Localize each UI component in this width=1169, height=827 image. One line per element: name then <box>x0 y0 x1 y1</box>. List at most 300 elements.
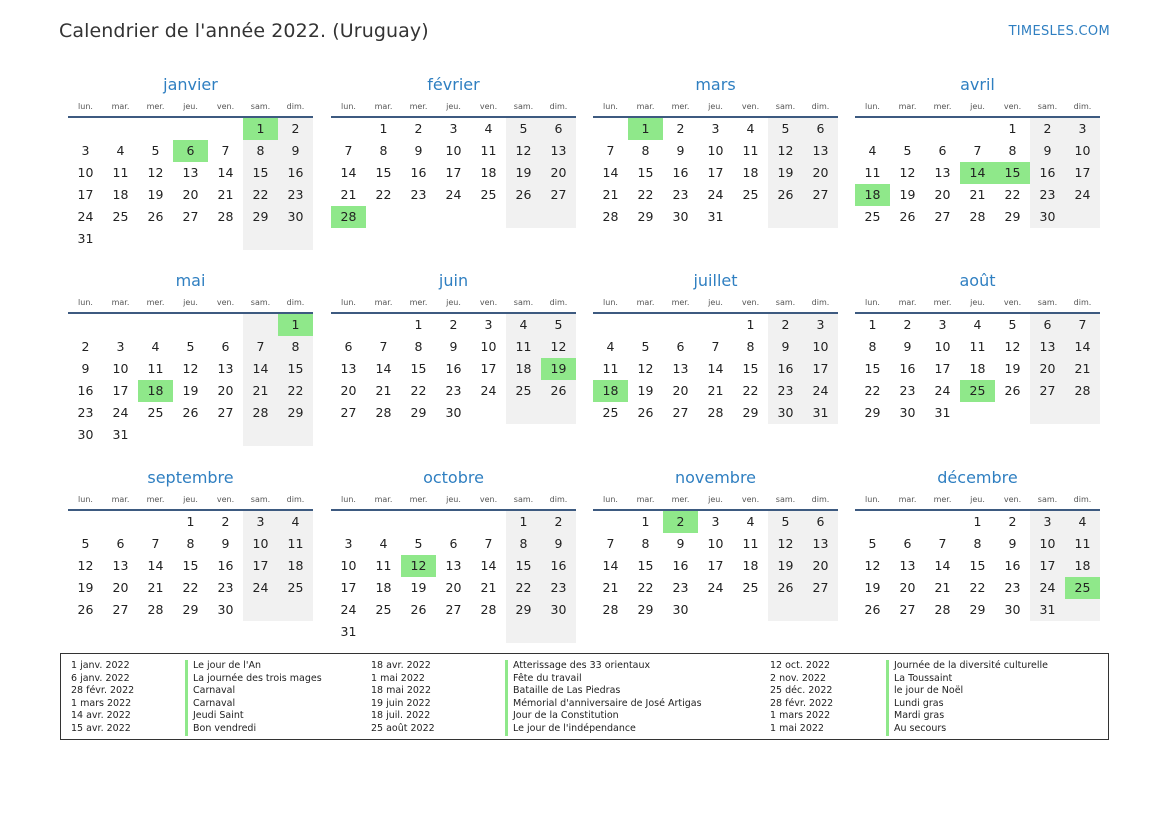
calendar-day: 31 <box>1039 602 1056 617</box>
calendar-day: 30 <box>1039 209 1056 224</box>
calendar-day: 7 <box>606 536 615 551</box>
weekday-label: dim. <box>549 102 568 111</box>
weekday-header <box>331 492 576 509</box>
weekday-label: ven. <box>1003 102 1022 111</box>
holiday-day: 2 <box>663 511 698 533</box>
weekday-label: jeu. <box>970 495 985 504</box>
calendar-day: 14 <box>340 165 357 180</box>
weekday-label: ven. <box>741 298 760 307</box>
calendar-day: 4 <box>1078 514 1087 529</box>
empty-day <box>890 511 925 533</box>
calendar-day: 30 <box>445 405 462 420</box>
weekday-label: mer. <box>146 298 165 307</box>
weekday-header <box>68 99 313 116</box>
calendar-day: 29 <box>515 602 532 617</box>
empty-day <box>698 314 733 336</box>
calendar-day: 6 <box>938 143 947 158</box>
calendar-day: 9 <box>676 536 685 551</box>
calendar-day: 23 <box>1004 580 1021 595</box>
calendar-day: 20 <box>550 165 567 180</box>
weekday-header <box>855 99 1100 116</box>
calendar-day: 22 <box>287 383 304 398</box>
day-grid <box>593 118 838 228</box>
calendar-day: 19 <box>637 383 654 398</box>
calendar-day: 9 <box>1043 143 1052 158</box>
calendar-day: 26 <box>777 187 794 202</box>
calendar-day: 19 <box>147 187 164 202</box>
site-link[interactable]: TIMESLES.COM <box>1008 24 1110 39</box>
calendar-day: 1 <box>1008 121 1017 136</box>
legend-date: 12 oct. 2022 <box>770 660 831 671</box>
legend-holiday-name: Carnaval <box>185 685 322 698</box>
empty-day <box>173 118 208 140</box>
empty-day <box>331 118 366 140</box>
calendar-day: 27 <box>445 602 462 617</box>
legend-holiday-name: Le jour de l'indépendance <box>505 723 702 736</box>
calendar-day: 24 <box>252 580 269 595</box>
weekday-label: dim. <box>1073 298 1092 307</box>
calendar-day: 18 <box>375 580 392 595</box>
calendar-day: 30 <box>217 602 234 617</box>
empty-day <box>890 118 925 140</box>
calendar-day: 20 <box>182 187 199 202</box>
calendar-day: 20 <box>934 187 951 202</box>
calendar-day: 2 <box>676 121 685 136</box>
month-block <box>855 270 1100 424</box>
calendar-day: 7 <box>938 536 947 551</box>
empty-day <box>593 314 628 336</box>
calendar-day: 23 <box>217 580 234 595</box>
weekday-label: jeu. <box>446 102 461 111</box>
calendar-day: 26 <box>637 405 654 420</box>
calendar-day: 4 <box>973 317 982 332</box>
calendar-day: 27 <box>934 209 951 224</box>
empty-day <box>925 118 960 140</box>
calendar-day: 17 <box>480 361 497 376</box>
calendar-day: 16 <box>777 361 794 376</box>
weekday-label: jeu. <box>970 298 985 307</box>
calendar-day: 4 <box>116 143 125 158</box>
calendar-day: 16 <box>672 165 689 180</box>
calendar-day: 16 <box>77 383 94 398</box>
calendar-day: 26 <box>777 580 794 595</box>
calendar-day: 22 <box>410 383 427 398</box>
page-title: Calendrier de l'année 2022. (Uruguay) <box>59 20 429 42</box>
calendar-day: 8 <box>186 536 195 551</box>
calendar-day: 8 <box>973 536 982 551</box>
calendar-day: 18 <box>742 558 759 573</box>
weekday-label: dim. <box>549 298 568 307</box>
weekday-label: sam. <box>250 298 271 307</box>
calendar-day: 19 <box>777 558 794 573</box>
calendar-day: 3 <box>256 514 265 529</box>
weekday-label: ven. <box>741 495 760 504</box>
calendar-day: 24 <box>480 383 497 398</box>
month-block <box>593 74 838 228</box>
calendar-day: 29 <box>410 405 427 420</box>
holiday-day: 19 <box>541 358 576 380</box>
calendar-day: 16 <box>550 558 567 573</box>
day-grid <box>855 118 1100 228</box>
calendar-day: 27 <box>812 580 829 595</box>
weekday-label: ven. <box>1003 298 1022 307</box>
weekday-label: lun. <box>865 102 880 111</box>
legend-date: 1 mars 2022 <box>71 697 132 709</box>
calendar-day: 14 <box>217 165 234 180</box>
legend-date: 18 mai 2022 <box>371 685 432 697</box>
calendar-day: 14 <box>602 165 619 180</box>
calendar-day: 14 <box>1074 339 1091 354</box>
legend-holiday-name: Fête du travail <box>505 673 702 686</box>
day-grid <box>331 314 576 424</box>
calendar-day: 11 <box>480 143 497 158</box>
calendar-day: 21 <box>217 187 234 202</box>
weekday-header <box>331 99 576 116</box>
weekday-label: lun. <box>865 495 880 504</box>
calendar-day: 27 <box>1039 383 1056 398</box>
empty-day <box>593 118 628 140</box>
weekday-label: lun. <box>341 298 356 307</box>
calendar-day: 10 <box>252 536 269 551</box>
empty-day <box>628 314 663 336</box>
calendar-day: 22 <box>375 187 392 202</box>
weekday-label: lun. <box>603 102 618 111</box>
month-block <box>593 467 838 621</box>
month-name: août <box>959 271 996 290</box>
calendar-day: 21 <box>147 580 164 595</box>
calendar-day: 10 <box>1039 536 1056 551</box>
calendar-day: 14 <box>480 558 497 573</box>
calendar-day: 29 <box>637 602 654 617</box>
calendar-day: 23 <box>672 187 689 202</box>
calendar-day: 24 <box>707 580 724 595</box>
holiday-day: 12 <box>401 555 436 577</box>
calendar-day: 30 <box>899 405 916 420</box>
empty-day <box>855 511 890 533</box>
calendar-day: 9 <box>903 339 912 354</box>
legend-holiday-name: La Toussaint <box>886 673 1048 686</box>
calendar-day: 21 <box>934 580 951 595</box>
weekday-label: mar. <box>111 495 130 504</box>
weekday-label: sam. <box>513 495 534 504</box>
calendar-day: 16 <box>1004 558 1021 573</box>
empty-day <box>593 511 628 533</box>
calendar-day: 12 <box>899 165 916 180</box>
calendar-day: 19 <box>515 165 532 180</box>
calendar-day: 17 <box>707 165 724 180</box>
month-name: juillet <box>693 271 738 290</box>
day-grid <box>331 118 576 228</box>
month-block <box>68 74 313 250</box>
legend-holiday-name: Jeudi Saint <box>185 710 322 723</box>
month-name: octobre <box>423 468 484 487</box>
weekday-label: mer. <box>933 102 952 111</box>
calendar-day: 20 <box>340 383 357 398</box>
weekday-label: mar. <box>374 102 393 111</box>
calendar-day: 14 <box>602 558 619 573</box>
calendar-day: 8 <box>519 536 528 551</box>
calendar-day: 2 <box>414 121 423 136</box>
calendar-day: 9 <box>81 361 90 376</box>
calendar-day: 15 <box>515 558 532 573</box>
calendar-day: 29 <box>864 405 881 420</box>
calendar-day: 2 <box>449 317 458 332</box>
weekday-label: ven. <box>216 298 235 307</box>
calendar-day: 14 <box>707 361 724 376</box>
calendar-day: 10 <box>812 339 829 354</box>
calendar-day: 19 <box>77 580 94 595</box>
calendar-day: 30 <box>777 405 794 420</box>
calendar-day: 7 <box>344 143 353 158</box>
weekday-header <box>331 295 576 312</box>
calendar-day: 4 <box>379 536 388 551</box>
calendar-day: 5 <box>186 339 195 354</box>
holiday-legend <box>60 653 1109 740</box>
calendar-day: 26 <box>515 187 532 202</box>
calendar-day: 20 <box>812 165 829 180</box>
calendar-day: 1 <box>868 317 877 332</box>
weekday-label: lun. <box>78 298 93 307</box>
calendar-day: 24 <box>934 383 951 398</box>
calendar-day: 11 <box>742 143 759 158</box>
calendar-day: 10 <box>445 143 462 158</box>
calendar-day: 24 <box>1074 187 1091 202</box>
calendar-day: 25 <box>112 209 129 224</box>
calendar-day: 15 <box>742 361 759 376</box>
weekday-label: sam. <box>513 102 534 111</box>
weekday-label: mar. <box>636 495 655 504</box>
weekday-label: lun. <box>341 102 356 111</box>
calendar-day: 12 <box>637 361 654 376</box>
calendar-day: 12 <box>864 558 881 573</box>
calendar-day: 27 <box>550 187 567 202</box>
calendar-day: 19 <box>864 580 881 595</box>
calendar-day: 20 <box>899 580 916 595</box>
calendar-day: 5 <box>1008 317 1017 332</box>
calendar-day: 18 <box>112 187 129 202</box>
weekday-label: sam. <box>1037 495 1058 504</box>
calendar-day: 8 <box>868 339 877 354</box>
calendar-day: 22 <box>637 187 654 202</box>
calendar-day: 9 <box>449 339 458 354</box>
calendar-day: 15 <box>410 361 427 376</box>
calendar-day: 28 <box>602 602 619 617</box>
calendar-day: 24 <box>1039 580 1056 595</box>
calendar-day: 23 <box>1039 187 1056 202</box>
calendar-day: 13 <box>812 143 829 158</box>
calendar-day: 9 <box>1008 536 1017 551</box>
calendar-day: 7 <box>973 143 982 158</box>
weekday-label: dim. <box>811 102 830 111</box>
calendar-day: 30 <box>550 602 567 617</box>
calendar-day: 17 <box>1074 165 1091 180</box>
calendar-day: 9 <box>414 143 423 158</box>
empty-day <box>366 314 401 336</box>
calendar-day: 10 <box>1074 143 1091 158</box>
calendar-day: 14 <box>147 558 164 573</box>
weekday-label: ven. <box>479 298 498 307</box>
calendar-day: 11 <box>602 361 619 376</box>
calendar-day: 9 <box>291 143 300 158</box>
calendar-day: 6 <box>676 339 685 354</box>
legend-holiday-name: Carnaval <box>185 698 322 711</box>
month-name: avril <box>960 75 995 94</box>
calendar-day: 20 <box>112 580 129 595</box>
calendar-day: 17 <box>340 580 357 595</box>
weekday-label: jeu. <box>708 102 723 111</box>
legend-holiday-name: Mardi gras <box>886 710 1048 723</box>
weekday-label: sam. <box>250 102 271 111</box>
calendar-day: 22 <box>637 580 654 595</box>
empty-day <box>925 511 960 533</box>
legend-holiday-name: Atterissage des 33 orientaux <box>505 660 702 673</box>
calendar-day: 11 <box>864 165 881 180</box>
calendar-day: 24 <box>445 187 462 202</box>
weekday-label: jeu. <box>446 298 461 307</box>
empty-day <box>208 118 243 140</box>
calendar-day: 29 <box>742 405 759 420</box>
calendar-day: 17 <box>934 361 951 376</box>
calendar-day: 17 <box>252 558 269 573</box>
calendar-day: 15 <box>969 558 986 573</box>
legend-date: 1 mai 2022 <box>770 722 824 734</box>
calendar-day: 3 <box>711 121 720 136</box>
legend-date: 28 févr. 2022 <box>71 685 135 697</box>
calendar-day: 21 <box>707 383 724 398</box>
calendar-day: 10 <box>112 361 129 376</box>
calendar-day: 5 <box>414 536 423 551</box>
calendar-day: 27 <box>182 209 199 224</box>
weekday-header <box>855 492 1100 509</box>
calendar-day: 8 <box>291 339 300 354</box>
calendar-day: 27 <box>899 602 916 617</box>
empty-day <box>401 511 436 533</box>
calendar-day: 28 <box>934 602 951 617</box>
weekday-label: jeu. <box>970 102 985 111</box>
calendar-day: 20 <box>1039 361 1056 376</box>
calendar-day: 31 <box>112 427 129 442</box>
empty-day <box>366 511 401 533</box>
calendar-day: 19 <box>777 165 794 180</box>
calendar-day: 26 <box>899 209 916 224</box>
holiday-day: 15 <box>995 162 1030 184</box>
empty-day <box>103 511 138 533</box>
calendar-day: 27 <box>672 405 689 420</box>
calendar-day: 30 <box>287 209 304 224</box>
weekday-label: mer. <box>671 298 690 307</box>
calendar-day: 2 <box>903 317 912 332</box>
calendar-day: 23 <box>777 383 794 398</box>
weekday-label: ven. <box>479 495 498 504</box>
calendar-day: 21 <box>602 187 619 202</box>
calendar-day: 27 <box>340 405 357 420</box>
calendar-day: 10 <box>707 536 724 551</box>
calendar-day: 2 <box>81 339 90 354</box>
day-grid <box>593 314 838 424</box>
calendar-day: 26 <box>410 602 427 617</box>
calendar-day: 5 <box>151 143 160 158</box>
weekday-label: mer. <box>933 495 952 504</box>
empty-day <box>103 314 138 336</box>
calendar-day: 9 <box>221 536 230 551</box>
weekday-label: mer. <box>409 298 428 307</box>
month-name: novembre <box>674 468 757 487</box>
calendar-day: 6 <box>449 536 458 551</box>
legend-holiday-name: Journée de la diversité culturelle <box>886 660 1048 673</box>
legend-name-column <box>886 660 1048 736</box>
calendar-day: 7 <box>1078 317 1087 332</box>
calendar-day: 25 <box>287 580 304 595</box>
calendar-day: 31 <box>934 405 951 420</box>
calendar-day: 13 <box>1039 339 1056 354</box>
calendar-day: 5 <box>81 536 90 551</box>
calendar-day: 5 <box>868 536 877 551</box>
calendar-day: 28 <box>707 405 724 420</box>
month-block <box>855 74 1100 228</box>
weekday-label: jeu. <box>183 495 198 504</box>
calendar-day: 14 <box>934 558 951 573</box>
month-name: juin <box>438 271 469 290</box>
calendar-day: 6 <box>344 339 353 354</box>
calendar-day: 6 <box>903 536 912 551</box>
weekday-label: mar. <box>111 298 130 307</box>
weekday-label: dim. <box>1073 102 1092 111</box>
calendar-day: 4 <box>151 339 160 354</box>
calendar-day: 22 <box>742 383 759 398</box>
legend-holiday-name: Jour de la Constitution <box>505 710 702 723</box>
holiday-day: 1 <box>278 314 313 336</box>
legend-holiday-name: Bataille de Las Piedras <box>505 685 702 698</box>
calendar-day: 11 <box>147 361 164 376</box>
legend-holiday-name: Bon vendredi <box>185 723 322 736</box>
legend-holiday-name: Lundi gras <box>886 698 1048 711</box>
legend-date-column <box>770 660 833 736</box>
weekday-label: mar. <box>111 102 130 111</box>
month-block <box>331 270 576 424</box>
weekday-label: ven. <box>479 102 498 111</box>
calendar-day: 26 <box>182 405 199 420</box>
month-name: décembre <box>937 468 1018 487</box>
empty-day <box>331 314 366 336</box>
calendar-day: 4 <box>291 514 300 529</box>
calendar-day: 5 <box>519 121 528 136</box>
calendar-day: 3 <box>484 317 493 332</box>
calendar-day: 21 <box>602 580 619 595</box>
calendar-day: 28 <box>602 209 619 224</box>
empty-day <box>138 511 173 533</box>
calendar-day: 24 <box>812 383 829 398</box>
legend-date: 1 janv. 2022 <box>71 660 130 671</box>
calendar-day: 18 <box>742 165 759 180</box>
calendar-day: 13 <box>112 558 129 573</box>
calendar-day: 9 <box>781 339 790 354</box>
holiday-day: 25 <box>1065 577 1100 599</box>
day-grid <box>855 511 1100 621</box>
calendar-day: 11 <box>969 339 986 354</box>
calendar-day: 21 <box>969 187 986 202</box>
calendar-day: 9 <box>554 536 563 551</box>
legend-date: 1 mars 2022 <box>770 710 831 722</box>
calendar-day: 3 <box>344 536 353 551</box>
holiday-day: 25 <box>960 380 995 402</box>
calendar-day: 20 <box>217 383 234 398</box>
calendar-day: 21 <box>1074 361 1091 376</box>
calendar-day: 2 <box>554 514 563 529</box>
calendar-day: 23 <box>287 187 304 202</box>
weekday-label: mar. <box>898 298 917 307</box>
weekday-label: sam. <box>1037 102 1058 111</box>
calendar-day: 1 <box>414 317 423 332</box>
